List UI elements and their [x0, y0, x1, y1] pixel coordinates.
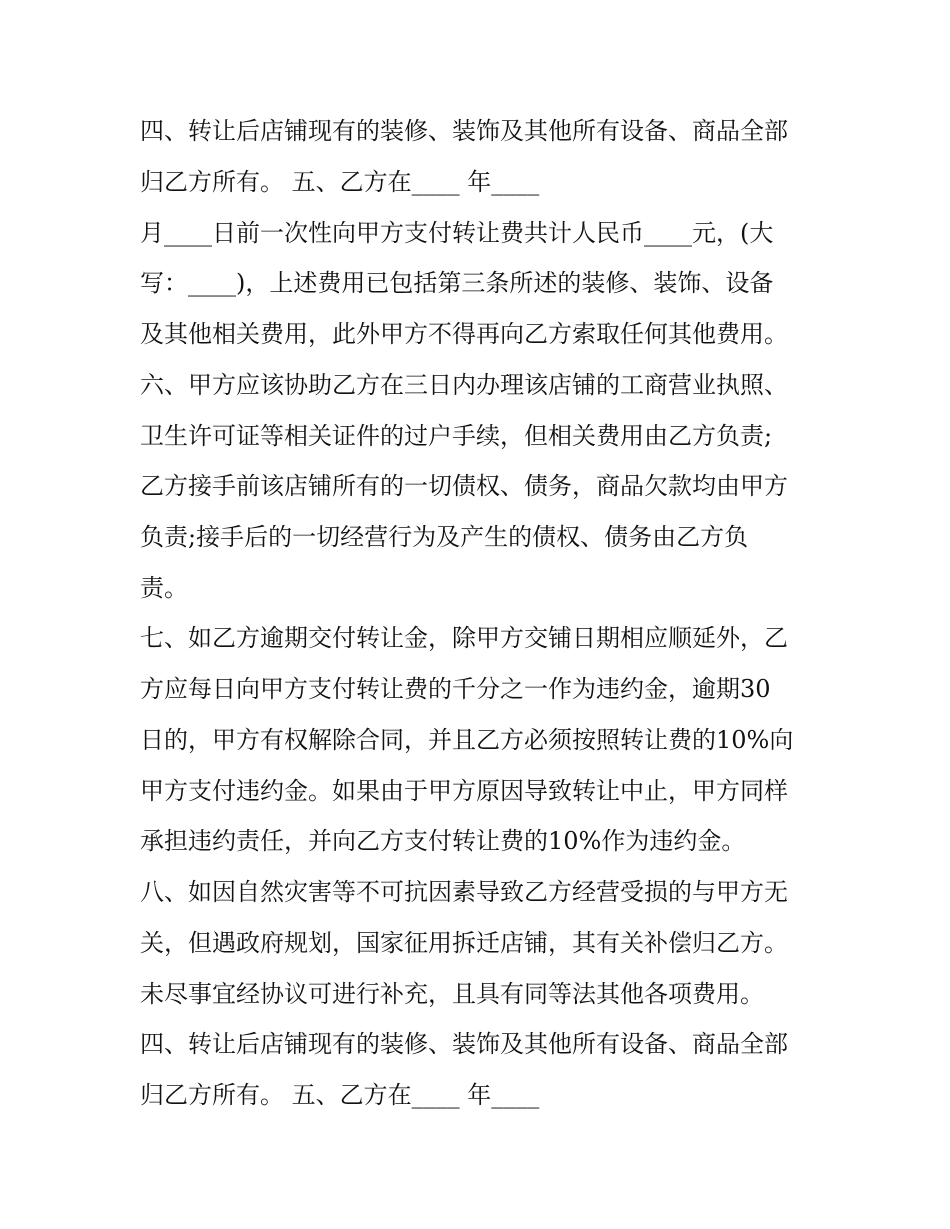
text-line: 月____日前一次性向甲方支付转让费共计人民币____元，(大 [140, 219, 774, 247]
text-line: 归乙方所有。 五、乙方在____ 年____ [140, 168, 540, 196]
text-line: 写：____)，上述费用已包括第三条所述的装修、装饰、设备 [140, 269, 774, 297]
text-line: 四、转让后店铺现有的装修、装饰及其他所有设备、商品全部 [140, 1030, 788, 1058]
text-line: 及其他相关费用，此外甲方不得再向乙方索取任何其他费用。 [140, 320, 788, 348]
text-line: 卫生许可证等相关证件的过户手续，但相关费用由乙方负责; [140, 422, 773, 450]
text-line: 方应每日向甲方支付转让费的千分之一作为违约金，逾期30 [140, 675, 771, 703]
text-line: 六、甲方应该协助乙方在三日内办理该店铺的工商营业执照、 [140, 371, 788, 399]
text-line: 责。 [140, 574, 188, 602]
text-line: 关，但遇政府规划，国家征用拆迁店铺，其有关补偿归乙方。 [140, 929, 788, 957]
text-line: 甲方支付违约金。如果由于甲方原因导致转让中止，甲方同样 [140, 777, 788, 805]
text-line: 四、转让后店铺现有的装修、装饰及其他所有设备、商品全部 [140, 117, 788, 145]
text-line: 七、如乙方逾期交付转让金，除甲方交铺日期相应顺延外，乙 [140, 624, 788, 652]
text-line: 未尽事宜经协议可进行补充，且具有同等法其他各项费用。 [140, 980, 764, 1008]
text-line: 八、如因自然灾害等不可抗因素导致乙方经营受损的与甲方无 [140, 878, 788, 906]
text-line: 日的，甲方有权解除合同，并且乙方必须按照转让费的10%向 [140, 726, 794, 754]
text-line: 承担违约责任，并向乙方支付转让费的10%作为违约金。 [140, 827, 746, 855]
text-line: 负责;接手后的一切经营行为及产生的债权、债务由乙方负 [140, 523, 749, 551]
text-line: 归乙方所有。 五、乙方在____ 年____ [140, 1081, 540, 1109]
text-line: 乙方接手前该店铺所有的一切债权、债务，商品欠款均由甲方 [140, 472, 788, 500]
